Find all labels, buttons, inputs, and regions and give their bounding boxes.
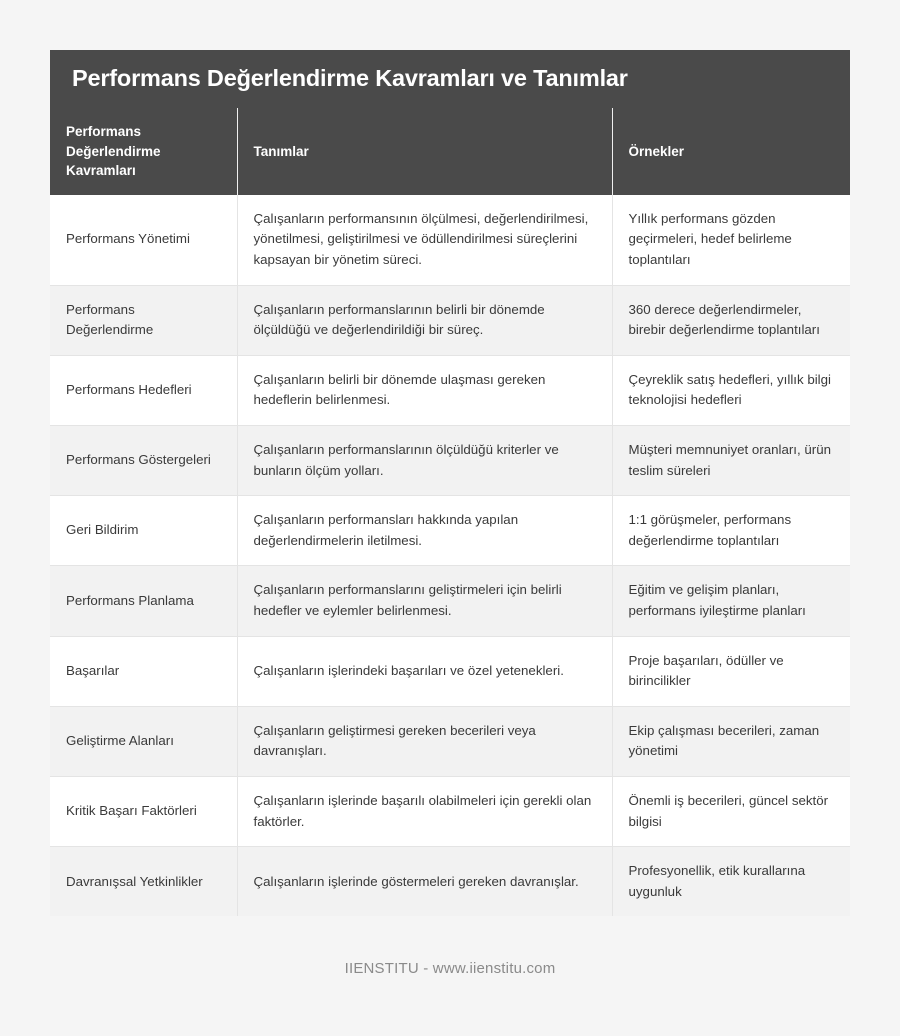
cell-concept: Performans Göstergeleri	[50, 425, 237, 495]
cell-definition: Çalışanların belirli bir dönemde ulaşması gereken hedeflerin belirlenmesi.	[237, 355, 612, 425]
footer-attribution: IIENSTITU - www.iienstitu.com	[344, 960, 556, 977]
cell-definition: Çalışanların işlerinde başarılı olabilmeleri için gerekli olan faktörler.	[237, 777, 612, 847]
cell-example: Proje başarıları, ödüller ve birincilikler	[612, 636, 850, 706]
table-title: Performans Değerlendirme Kavramları ve Tanımlar	[50, 50, 850, 108]
column-header-example: Örnekler	[612, 108, 850, 195]
cell-concept: Performans Planlama	[50, 566, 237, 636]
cell-definition: Çalışanların performanslarını geliştirmeleri için belirli hedefler ve eylemler belirlenmesi.	[237, 566, 612, 636]
table-body	[50, 195, 850, 917]
column-header-definition: Tanımlar	[237, 108, 612, 195]
cell-concept: Performans Hedefleri	[50, 355, 237, 425]
table-row	[50, 636, 850, 706]
table-header-row	[50, 108, 850, 195]
cell-concept: Geri Bildirim	[50, 496, 237, 566]
cell-example: Eğitim ve gelişim planları, performans iyileştirme planları	[612, 566, 850, 636]
table-row	[50, 777, 850, 847]
cell-example: 1:1 görüşmeler, performans değerlendirme toplantıları	[612, 496, 850, 566]
cell-example: Profesyonellik, etik kurallarına uygunluk	[612, 847, 850, 917]
concepts-table	[50, 108, 850, 916]
cell-concept: Davranışsal Yetkinlikler	[50, 847, 237, 917]
cell-definition: Çalışanların geliştirmesi gereken becerileri veya davranışları.	[237, 706, 612, 776]
cell-definition: Çalışanların performanslarının ölçüldüğü kriterler ve bunların ölçüm yolları.	[237, 425, 612, 495]
cell-concept: Performans Değerlendirme	[50, 285, 237, 355]
cell-example: Müşteri memnuniyet oranları, ürün teslim süreleri	[612, 425, 850, 495]
table-row	[50, 847, 850, 917]
cell-concept: Kritik Başarı Faktörleri	[50, 777, 237, 847]
cell-example: Ekip çalışması becerileri, zaman yönetimi	[612, 706, 850, 776]
cell-definition: Çalışanların performanslarının belirli bir dönemde ölçüldüğü ve değerlendirildiği bir süreç.	[237, 285, 612, 355]
table-row	[50, 195, 850, 285]
table-row	[50, 706, 850, 776]
cell-concept: Performans Yönetimi	[50, 195, 237, 285]
cell-concept: Başarılar	[50, 636, 237, 706]
cell-definition: Çalışanların performansları hakkında yapılan değerlendirmelerin iletilmesi.	[237, 496, 612, 566]
cell-definition: Çalışanların işlerinde göstermeleri gereken davranışlar.	[237, 847, 612, 917]
concepts-table-card	[50, 50, 850, 916]
table-row	[50, 285, 850, 355]
cell-example: Önemli iş becerileri, güncel sektör bilgisi	[612, 777, 850, 847]
column-header-concept: Performans Değerlendirme Kavramları	[50, 108, 237, 195]
cell-concept: Geliştirme Alanları	[50, 706, 237, 776]
table-row	[50, 496, 850, 566]
cell-definition: Çalışanların performansının ölçülmesi, değerlendirilmesi, yönetilmesi, geliştirilmesi ve ödüllendirilmesi süreçlerini kapsayan bir yönetim süreci.	[237, 195, 612, 285]
table-header	[50, 108, 850, 195]
cell-example: 360 derece değerlendirmeler, birebir değerlendirme toplantıları	[612, 285, 850, 355]
cell-definition: Çalışanların işlerindeki başarıları ve özel yetenekleri.	[237, 636, 612, 706]
cell-example: Çeyreklik satış hedefleri, yıllık bilgi teknolojisi hedefleri	[612, 355, 850, 425]
table-row	[50, 566, 850, 636]
cell-example: Yıllık performans gözden geçirmeleri, hedef belirleme toplantıları	[612, 195, 850, 285]
table-row	[50, 355, 850, 425]
table-row	[50, 425, 850, 495]
